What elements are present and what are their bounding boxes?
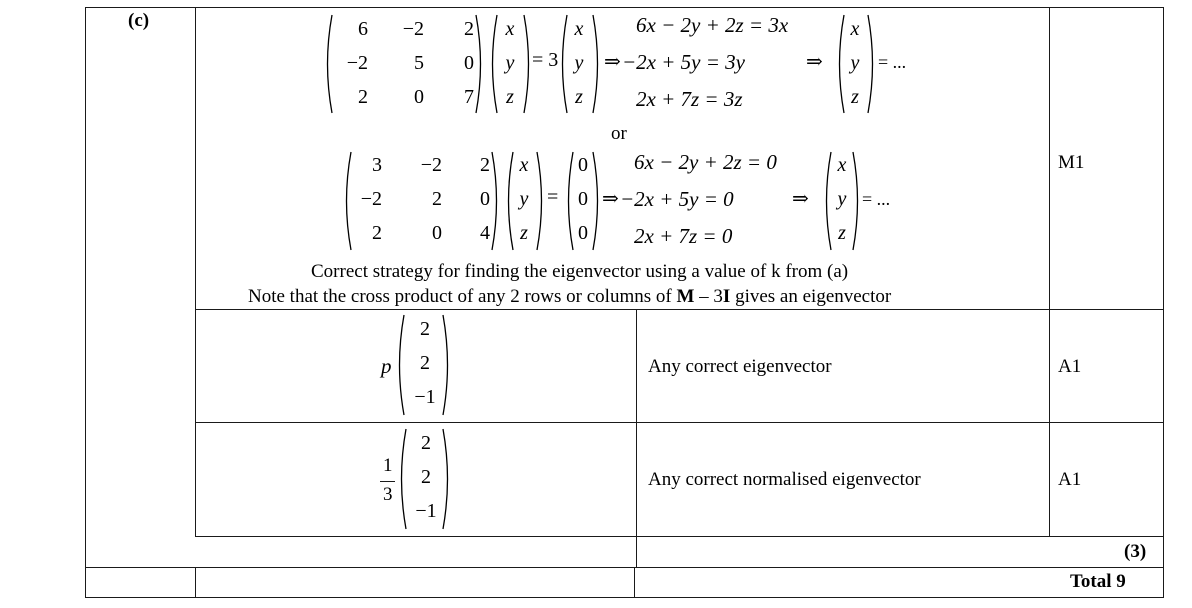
implies-arrow-1b: ⇒ — [806, 51, 823, 73]
matrix1-cell: 5 — [414, 52, 424, 74]
vector2-bracket-right — [535, 151, 547, 251]
matrix1-bracket-left — [322, 14, 334, 114]
matrix1-bracket-right — [474, 14, 486, 114]
matrix1-cell: 6 — [358, 18, 368, 40]
table-left-border — [85, 7, 86, 598]
subtotal-marks: (3) — [1124, 541, 1147, 562]
note-text-part-c: gives an eigenvector — [730, 286, 892, 307]
row-divider-4 — [85, 567, 1164, 568]
matrix1-cell: 0 — [414, 86, 424, 108]
result-vector2-entry: z — [838, 222, 846, 244]
matrix1-cell: 0 — [464, 52, 474, 74]
mark-a1-normalised: A1 — [1058, 469, 1082, 490]
row3-bracket-right — [441, 428, 453, 530]
total-marks: Total 9 — [1070, 571, 1126, 592]
rhs1-bracket-right — [591, 14, 603, 114]
result-vector1-entry: x — [850, 18, 860, 40]
matrix2-cell: 4 — [480, 222, 490, 244]
matrix2-cell: −2 — [360, 188, 382, 210]
vector1-entry: y — [505, 52, 515, 74]
vector2-entry: x — [519, 154, 529, 176]
label-column-divider — [195, 7, 196, 537]
matrix1-equals: = 3 — [532, 49, 559, 71]
eigenvector-entry: 2 — [420, 318, 430, 340]
mark-m1: M1 — [1058, 152, 1085, 173]
row-divider-1 — [195, 309, 1164, 310]
fraction-bar — [380, 481, 395, 482]
mark-a1-eigenvector: A1 — [1058, 356, 1082, 377]
rhs-vector1-entry: y — [574, 52, 584, 74]
vector1-entry: z — [506, 86, 514, 108]
matrix2-cell: 2 — [372, 222, 382, 244]
matrix1-cell: 7 — [464, 86, 474, 108]
result-vector1-entry: y — [850, 52, 860, 74]
note-bold-m: M — [676, 286, 695, 307]
equation-2c: 2x + 7z = 0 — [634, 224, 733, 248]
matrix1 — [334, 12, 474, 114]
comment-normalised-eigenvector: Any correct normalised eigenvector — [648, 469, 921, 490]
strategy-text: Correct strategy for finding the eigenvector using a value of k from (a) — [311, 261, 849, 282]
row2-bracket-left — [394, 314, 406, 416]
vector1-entry: x — [505, 18, 515, 40]
equation-1a: 6x − 2y + 2z = 3x — [636, 13, 789, 37]
vector2-entry: y — [519, 188, 529, 210]
note-text — [248, 286, 891, 308]
note-text-part-b: – 3 — [694, 286, 723, 307]
table-top-border — [85, 7, 1164, 8]
equation-1c: 2x + 7z = 3z — [636, 87, 743, 111]
equation-2a: 6x − 2y + 2z = 0 — [634, 150, 777, 174]
rhs-vector1 — [567, 12, 591, 114]
table-right-border — [1163, 7, 1164, 598]
part-label: (c) — [128, 10, 150, 31]
rhs-vector1-entry: z — [575, 86, 583, 108]
matrix2-cell: 0 — [432, 222, 442, 244]
mark-column-divider — [1049, 7, 1050, 537]
table-bottom-border — [85, 597, 1164, 598]
result1-tail: = ... — [878, 52, 907, 72]
rhs-vector1-entry: x — [574, 18, 584, 40]
rhs-vector2-entry: 0 — [578, 154, 588, 176]
equation-2b: −2x + 5y = 0 — [620, 187, 734, 211]
vector2-entry: z — [520, 222, 528, 244]
result-vector1 — [843, 12, 867, 114]
matrix1-cell: 2 — [464, 18, 474, 40]
note-bold-i: I — [722, 286, 731, 307]
matrix2-bracket-right — [490, 151, 502, 251]
vector1 — [498, 12, 522, 114]
result-vector2-entry: y — [837, 188, 847, 210]
implies-arrow-1: ⇒ — [604, 51, 621, 73]
comment-eigenvector: Any correct eigenvector — [648, 356, 832, 377]
matrix2-cell: 2 — [480, 154, 490, 176]
normalised-eigenvector-entry: 2 — [421, 432, 431, 454]
row3-bracket-left — [396, 428, 408, 530]
rhs-vector2-entry: 0 — [578, 188, 588, 210]
eigenvector-entry: 2 — [420, 352, 430, 374]
vector2 — [512, 148, 536, 250]
implies-arrow-2b: ⇒ — [792, 188, 809, 210]
matrix2-cell: −2 — [420, 154, 442, 176]
matrix2-cell: 2 — [432, 188, 442, 210]
implies-arrow-2: ⇒ — [602, 188, 619, 210]
result-vector2-entry: x — [837, 154, 847, 176]
fraction-numerator: 1 — [383, 455, 393, 476]
comment-column-divider — [636, 309, 637, 567]
label-column-divider-total — [195, 567, 196, 598]
normalised-eigenvector-entry: −1 — [415, 500, 437, 522]
normalised-eigenvector-entry: 2 — [421, 466, 431, 488]
matrix1-cell: 2 — [358, 86, 368, 108]
matrix1-cell: −2 — [402, 18, 424, 40]
equation-1b: −2x + 5y = 3y — [622, 50, 745, 74]
matrix2-equals: = — [547, 186, 559, 208]
normalised-eigenvector — [410, 426, 442, 528]
matrix2-cell: 3 — [372, 154, 382, 176]
or-separator: or — [611, 123, 627, 144]
scalar-p: p — [381, 354, 392, 378]
matrix2-cell: 0 — [480, 188, 490, 210]
fraction-denominator: 3 — [383, 484, 393, 505]
eigenvector-entry: −1 — [414, 386, 436, 408]
matrix2 — [352, 148, 490, 250]
note-text-part-a: Note that the cross product of any 2 rows or columns of — [248, 286, 677, 307]
rhs-vector2-entry: 0 — [578, 222, 588, 244]
comment-column-divider-total — [634, 567, 635, 598]
row2-bracket-right — [441, 314, 453, 416]
result2-tail: = ... — [862, 189, 891, 209]
row-divider-2 — [195, 422, 1164, 423]
eigenvector — [409, 312, 441, 414]
result1-bracket-right — [866, 14, 878, 114]
row-divider-3 — [195, 536, 1164, 537]
matrix1-cell: −2 — [346, 52, 368, 74]
result-vector1-entry: z — [851, 86, 859, 108]
